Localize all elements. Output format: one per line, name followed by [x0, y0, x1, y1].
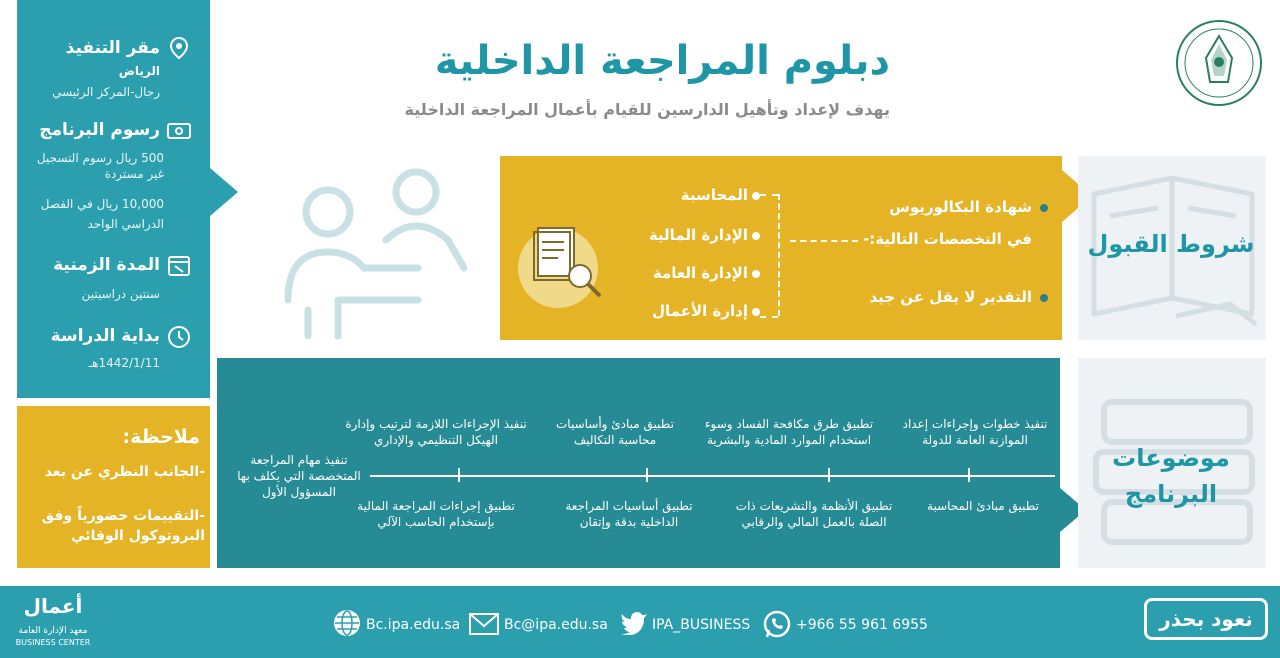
note-title: ملاحظة: [122, 426, 200, 448]
admission-label: شروط القبول [1087, 230, 1255, 258]
duration-label: المدة الزمنية [53, 255, 160, 275]
topics-timeline [370, 475, 1055, 477]
specialty-requirement: في التخصصات التالية:- [862, 230, 1032, 248]
note-line-1: -الجانب النظري عن بعد [44, 464, 205, 480]
requirement-bullet [1040, 204, 1048, 212]
email-link[interactable]: Bc@ipa.edu.sa [504, 617, 608, 633]
topic-item-final: تنفيذ مهام المراجعة المتخصصة التي يكلف بها المسؤول الأول [237, 453, 361, 499]
majors-bracket [778, 194, 780, 316]
location-detail: رجال-المركز الرئيسي [52, 85, 160, 99]
campaign-logo: نعود بحذر [1144, 598, 1268, 640]
business-center-en: BUSINESS CENTER [15, 638, 91, 647]
major-accounting: المحاسبة [680, 186, 748, 204]
fees-registration: 500 ريال رسوم التسجيل غير مستردة [36, 151, 164, 181]
major-bullet [752, 232, 760, 240]
topics-label-line-2: البرنامج [1124, 480, 1218, 508]
whatsapp-icon [762, 609, 792, 639]
topic-item: تطبيق مبادئ المحاسبة [927, 499, 1039, 513]
money-icon [166, 118, 192, 144]
timeline-tick [458, 468, 460, 482]
note-line-2: -التقييمات حضورياً وفق البروتوكول الوقائي [41, 508, 205, 544]
topic-item: تنفيذ الإجراءات اللازمة لترتيب وإدارة الهيكل التنظيمي والإداري [345, 417, 527, 447]
requirement-bullet [1040, 294, 1048, 302]
page-title: دبلوم المراجعة الداخلية [434, 38, 890, 84]
business-center-subtitle: معهد الإدارة العامة [18, 626, 88, 636]
major-bullet [752, 270, 760, 278]
business-center-logo: أعمال [23, 594, 83, 618]
fees-semester: 10,000 ريال في الفصل الدراسي الواحد [40, 197, 164, 231]
topic-item: تطبيق الأنظمة والتشريعات ذات الصلة بالعمل المالي والرقابي [735, 499, 893, 529]
timeline-tick [828, 468, 830, 482]
topic-item: تطبيق طرق مكافحة الفساد وسوء استخدام الموارد المادية والبشرية [704, 417, 874, 447]
timeline-tick [968, 468, 970, 482]
location-city: الرياض [118, 64, 160, 78]
major-financial-management: الإدارة المالية [648, 226, 748, 244]
location-icon [166, 36, 192, 62]
twitter-icon [620, 611, 648, 635]
specialty-connector [790, 240, 858, 242]
start-label: بداية الدراسة [50, 326, 160, 346]
grade-requirement: التقدير لا يقل عن جيد [869, 288, 1032, 306]
degree-requirement: شهادة البكالوريوس [889, 198, 1032, 216]
topic-item: تطبيق مبادئ وأساسيات محاسبة التكاليف [556, 417, 674, 447]
clock-icon [166, 324, 192, 350]
start-value: 1442/1/11هـ [88, 356, 160, 370]
institute-logo [1170, 18, 1268, 108]
website-link[interactable]: Bc.ipa.edu.sa [366, 617, 461, 633]
email-icon [468, 612, 500, 636]
major-public-administration: الإدارة العامة [652, 264, 748, 282]
topic-item: تنفيذ خطوات وإجراءات إعداد الموازنة العامة للدولة [902, 417, 1048, 447]
location-label: مقر التنفيذ [65, 38, 160, 58]
globe-icon [332, 608, 362, 638]
topic-item: تطبيق أساسيات المراجعة الداخلية بدقة وإتقان [565, 499, 693, 529]
topics-label [1080, 440, 1262, 512]
bracket-tick [760, 316, 778, 318]
phone-number[interactable]: +966 55 961 6955 [796, 617, 928, 633]
calendar-icon [166, 252, 192, 278]
major-bullet [752, 308, 760, 316]
timeline-tick [646, 468, 648, 482]
fees-label: رسوم البرنامج [39, 120, 160, 140]
page-subtitle: يهدف لإعداد وتأهيل الدارسين للقيام بأعمال المراجعة الداخلية [404, 100, 890, 119]
major-bullet [752, 192, 760, 200]
twitter-handle[interactable]: IPA_BUSINESS [652, 617, 751, 633]
duration-value: سنتين دراسيتين [81, 287, 160, 301]
sidebar-arrow [210, 168, 238, 216]
people-icon [268, 160, 488, 340]
major-business-administration: إدارة الأعمال [652, 302, 748, 320]
bracket-tick [760, 194, 778, 196]
document-search-icon [528, 222, 608, 300]
topics-label-line-1: موضوعات [1112, 444, 1230, 472]
topic-item: تطبيق إجراءات المراجعة المالية بإستخدام الحاسب الآلي [357, 499, 515, 529]
